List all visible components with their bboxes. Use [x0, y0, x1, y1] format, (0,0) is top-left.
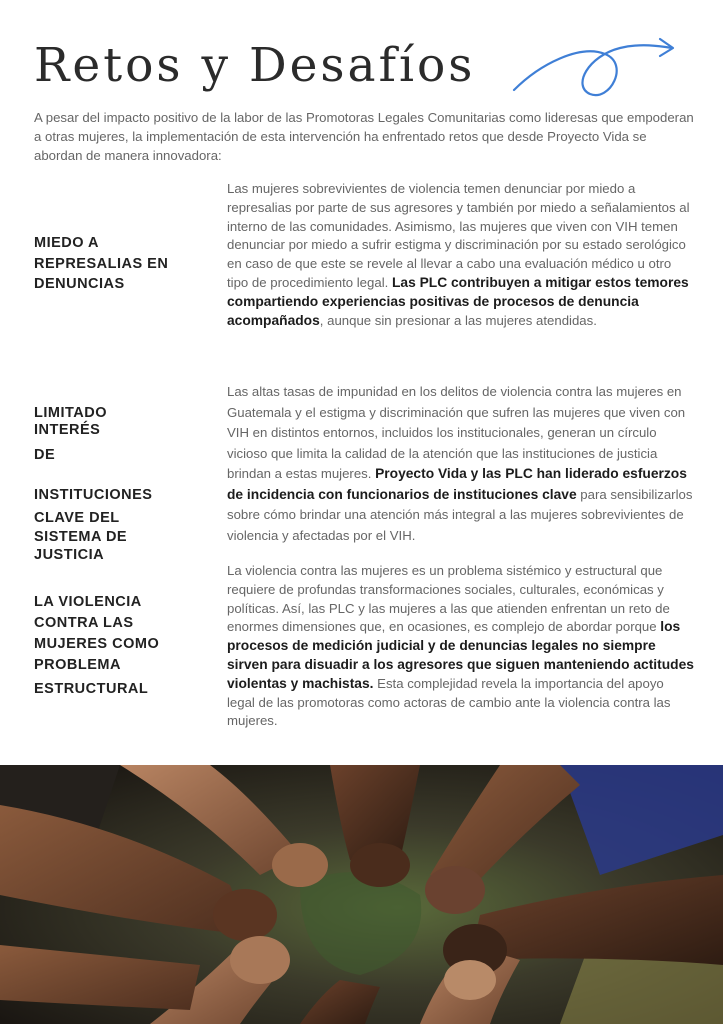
body-text: Las altas tasas de impunidad en los delitos de violencia contra las mujeres en Guatemala y el estigma y discriminación que sufren las mujeres que viven con VIH en distintos entornos, incluidos los institucionales, generan un círculo vicioso que limita la calidad de la atención que las instituciones de justicia brindan a estas mujeres.: [227, 384, 686, 481]
body-highlight: los procesos de medición judicial y de denuncias legales no siempre sirven para disuadir a los agresores que siguen manteniendo actitudes violentas y machistas.: [227, 619, 694, 691]
section-heading: [34, 233, 214, 295]
body-text: , aunque sin presionar a las mujeres atendidas.: [319, 312, 597, 328]
heading-line: CONTRA LAS: [34, 615, 134, 631]
heading-line: REPRESALIAS EN: [34, 255, 169, 272]
heading-line: MUJERES COMO: [34, 636, 160, 652]
hands-circle-photo: [0, 765, 723, 1024]
heading-line: JUSTICIA: [34, 547, 105, 563]
hands-circle-image: [0, 765, 723, 1024]
page-title: Retos y Desafíos: [34, 38, 476, 93]
body-text: La violencia contra las mujeres es un problema sistémico y estructural que requiere de profundas transformaciones sociales, culturales, económicas y políticas. Así, las PLC y las mujeres a las que atienden enfrentan un reto de enormes dimensiones que, en ocasiones, es complejo de abordar porque: [227, 563, 670, 635]
heading-line: SISTEMA DE: [34, 528, 128, 545]
heading-line: MIEDO A: [34, 235, 99, 251]
heading-line: LA VIOLENCIA: [34, 594, 142, 610]
heading-line: LIMITADO: [34, 405, 107, 421]
section-heading: [34, 403, 214, 566]
heading-line: ESTRUCTURAL: [34, 681, 149, 697]
body-highlight: Proyecto Vida y las PLC han liderado esfuerzos de incidencia con funcionarios de instituciones clave: [227, 466, 687, 502]
body-text: para sensibilizarlos sobre cómo brindar una atención más integral a las mujeres sobrevivientes de violencia y afectadas por el VIH.: [227, 486, 693, 543]
heading-line: INSTITUCIONES: [34, 486, 153, 503]
swirl-arrow-icon: [510, 34, 680, 104]
heading-line: CLAVE DEL: [34, 510, 120, 526]
section-body: [227, 382, 695, 546]
heading-line: DENUNCIAS: [34, 276, 125, 292]
section-heading: [34, 592, 214, 700]
body-text: Esta complejidad revela la importancia del apoyo legal de las promotoras como actoras de cambio ante la violencia contra las mujeres.: [227, 675, 671, 729]
section-body: [227, 180, 695, 330]
body-text: Las mujeres sobrevivientes de violencia temen denunciar por miedo a represalias por parte de sus agresores y también por miedo a señalamientos al interno de las comunidades. Asimismo, las mujeres que viven con VIH temen denunciar por miedo a sufrir estigma y discriminación por su estado serológico en caso de que este se revele al llevar a cabo una evaluación médico u otro tipo de procedimiento legal.: [227, 181, 690, 290]
heading-line: DE: [34, 447, 56, 463]
body-highlight: Las PLC contribuyen a mitigar estos temores compartiendo experiencias positivas de procesos de denuncia acompañados: [227, 274, 689, 328]
intro-paragraph: A pesar del impacto positivo de la labor de las Promotoras Legales Comunitarias como lideresas que empoderan a otras mujeres, la implementación de esta intervención ha enfrentado retos que desde Proyecto Vida se abordan de manera innovadora:: [34, 110, 694, 163]
section-body: [227, 562, 695, 731]
heading-line: PROBLEMA: [34, 657, 121, 673]
heading-line: INTERÉS: [34, 421, 101, 438]
